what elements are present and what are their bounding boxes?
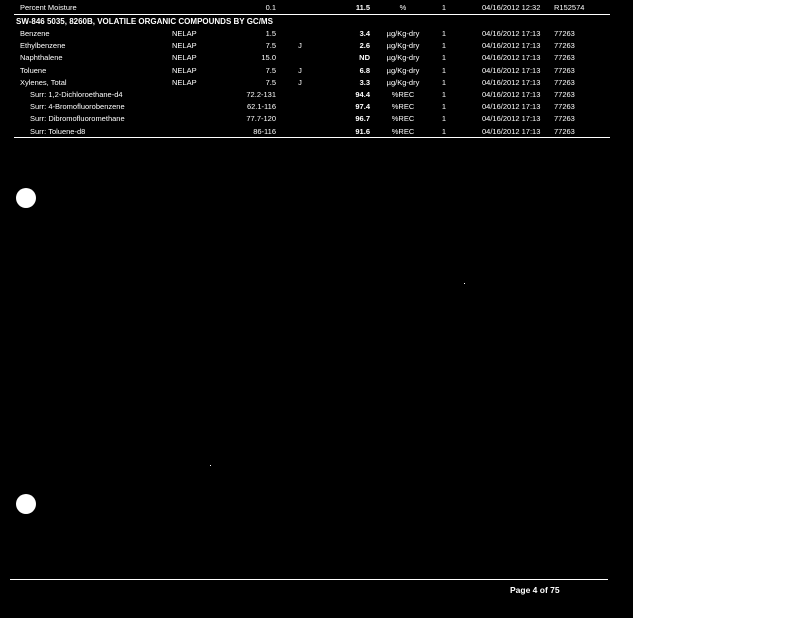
dilution-factor: 1 (441, 65, 447, 75)
result-value: 97.4 (355, 102, 370, 112)
certification: NELAP (172, 53, 197, 63)
units: µg/Kg-dry (386, 41, 420, 51)
result-value: 11.5 (355, 3, 370, 12)
dilution-factor: 1 (441, 114, 447, 124)
row-divider (14, 14, 610, 15)
analyte-name: Surr: Dibromofluoromethane (30, 114, 125, 124)
analyte-name: Toluene (20, 65, 47, 75)
units: µg/Kg-dry (386, 77, 420, 87)
dilution-factor: 1 (441, 3, 447, 12)
batch-id: R152574 (554, 3, 585, 12)
units: µg/Kg-dry (386, 29, 420, 38)
reporting-limit: 7.5 (265, 41, 276, 51)
analyte-name: Ethylbenzene (20, 41, 66, 51)
dilution-factor: 1 (441, 90, 447, 99)
analyte-row (0, 77, 633, 89)
batch-id: 77263 (554, 77, 575, 87)
qualifier: J (298, 77, 302, 87)
units: µg/Kg-dry (386, 53, 420, 63)
units: %REC (391, 90, 415, 99)
surrogate-row (0, 113, 633, 125)
certification: NELAP (172, 77, 197, 87)
reporting-limit: 7.5 (265, 77, 276, 87)
result-value: 6.8 (359, 65, 370, 75)
date-analyzed: 04/16/2012 17:13 (482, 65, 541, 75)
batch-id: 77263 (554, 90, 575, 99)
result-value: 96.7 (355, 114, 370, 124)
batch-id: 77263 (554, 29, 575, 38)
analyte-name: Surr: Toluene-d8 (30, 126, 86, 136)
date-analyzed: 04/16/2012 17:13 (482, 77, 541, 87)
certification: NELAP (172, 41, 197, 51)
result-value: 91.6 (355, 126, 370, 136)
certification: NELAP (172, 65, 197, 75)
reporting-limit: 7.5 (265, 65, 276, 75)
table-bottom-rule (14, 137, 610, 138)
batch-id: 77263 (554, 53, 575, 63)
dilution-factor: 1 (441, 53, 447, 63)
batch-id: 77263 (554, 126, 575, 136)
dilution-factor: 1 (441, 41, 447, 51)
units: %REC (391, 102, 415, 112)
date-analyzed: 04/16/2012 17:13 (482, 53, 541, 63)
analyte-row (0, 65, 633, 77)
dilution-factor: 1 (441, 126, 447, 136)
page-number: Page 4 of 75 (510, 585, 560, 595)
reporting-limit: 62.1-116 (246, 102, 276, 112)
analyte-name: Surr: 4-Bromofluorobenzene (30, 102, 125, 112)
result-value: 2.6 (359, 41, 370, 51)
reporting-limit: 1.5 (265, 29, 276, 38)
footer-rule (10, 579, 608, 580)
reporting-limit: 77.7-120 (246, 114, 276, 124)
result-value: 94.4 (355, 90, 370, 99)
units: % (399, 3, 407, 12)
scan-speck (464, 283, 465, 284)
analyte-row (0, 40, 633, 52)
punch-hole (16, 494, 36, 514)
date-analyzed: 04/16/2012 17:13 (482, 41, 541, 51)
surrogate-row (0, 101, 633, 113)
date-analyzed: 04/16/2012 17:13 (482, 90, 541, 99)
analyte-name: Benzene (20, 29, 50, 38)
dilution-factor: 1 (441, 102, 447, 112)
units: µg/Kg-dry (386, 65, 420, 75)
punch-hole (16, 188, 36, 208)
date-analyzed: 04/16/2012 12:32 (482, 3, 541, 12)
scan-speck (210, 465, 211, 466)
surrogate-row (0, 89, 633, 101)
analyte-name: Percent Moisture (20, 3, 77, 12)
analyte-row (0, 52, 633, 64)
reporting-limit: 15.0 (261, 53, 276, 63)
units: %REC (391, 126, 415, 136)
batch-id: 77263 (554, 102, 575, 112)
reporting-limit: 72.2-131 (246, 90, 276, 99)
dilution-factor: 1 (441, 77, 447, 87)
certification: NELAP (172, 29, 197, 38)
batch-id: 77263 (554, 65, 575, 75)
dilution-factor: 1 (441, 29, 447, 38)
reporting-limit: 0.1 (265, 3, 276, 12)
result-value: 3.3 (359, 77, 370, 87)
date-analyzed: 04/16/2012 17:13 (482, 126, 541, 136)
analyte-name: Xylenes, Total (20, 77, 67, 87)
section-title: SW-846 5035, 8260B, VOLATILE ORGANIC COMPOUNDS BY GC/MS (16, 17, 273, 26)
qualifier: J (298, 65, 302, 75)
result-value: ND (359, 53, 370, 63)
analyte-name: Surr: 1,2-Dichloroethane-d4 (30, 90, 123, 99)
batch-id: 77263 (554, 41, 575, 51)
reporting-limit: 86-116 (253, 126, 276, 136)
units: %REC (391, 114, 415, 124)
date-analyzed: 04/16/2012 17:13 (482, 29, 541, 38)
batch-id: 77263 (554, 114, 575, 124)
analyte-row (0, 28, 633, 40)
result-value: 3.4 (359, 29, 370, 38)
date-analyzed: 04/16/2012 17:13 (482, 114, 541, 124)
qualifier: J (298, 41, 302, 51)
surrogate-row (0, 126, 633, 138)
analyte-name: Naphthalene (20, 53, 63, 63)
percent-moisture-row (0, 2, 633, 14)
date-analyzed: 04/16/2012 17:13 (482, 102, 541, 112)
